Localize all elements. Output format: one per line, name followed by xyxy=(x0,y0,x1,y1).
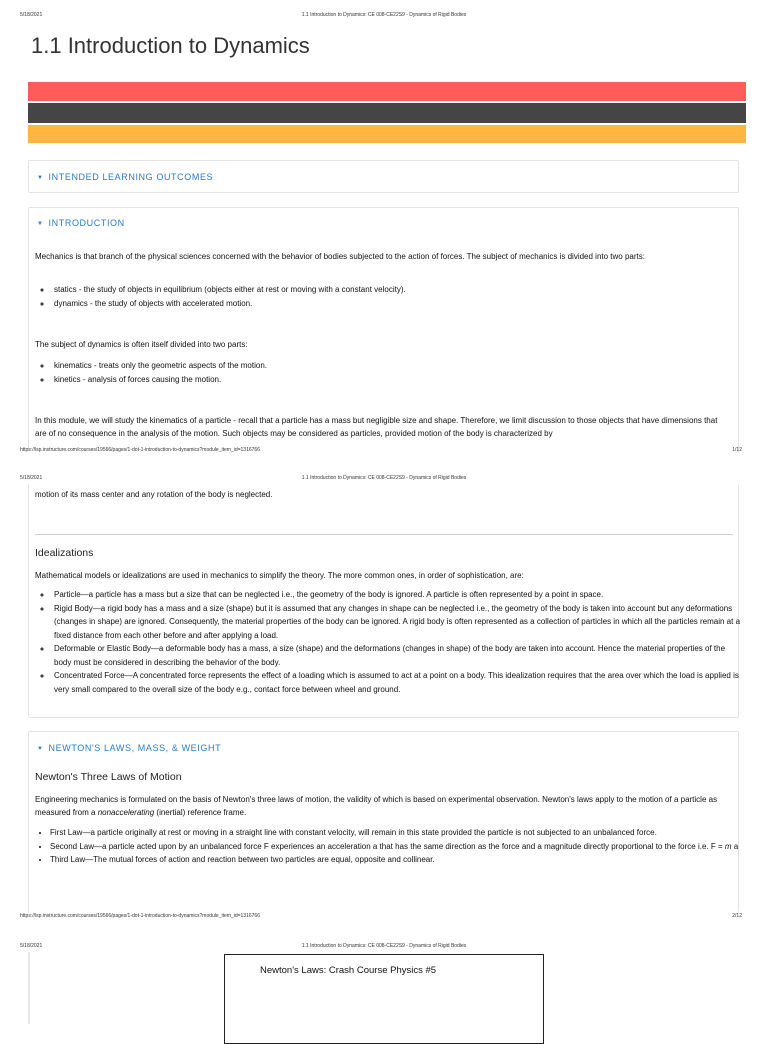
list-item: ◦ Rigid Body—a rigid body has a mass and a size (shape) but it is assumed that any changes in shape can be neglected i.e., the geometry of the body is taken into account but any deformations (changes in shape) are ignored. Consequently, the material properties of the body can be ignored. A rigid body is often represented as a collection of particles in which all the particles remain at a fixed distance from each other before and after applying a load. xyxy=(52,602,742,643)
banner-stripe-dark xyxy=(28,103,746,123)
video-embed[interactable] xyxy=(224,954,544,1044)
first-law: • First Law—a particle originally at rest or moving in a straight line with constant velocity, will remain in this state provided the particle is not subjected to an unbalanced force. xyxy=(50,826,740,840)
list-item: ◦ statics - the study of objects in equilibrium (objects either at rest or moving with a constant velocity). xyxy=(52,283,742,297)
print-date: 5/18/2021 xyxy=(20,475,43,481)
dynamics-parts-list xyxy=(38,359,742,386)
newton-laws-list xyxy=(36,826,740,867)
list-item: ◦ kinematics - treats only the geometric aspects of the motion. xyxy=(52,359,742,373)
idealizations-paragraph: Mathematical models or idealizations are used in mechanics to simplify the theory. The more common ones, in order of sophistication, are: xyxy=(35,571,524,580)
list-item: ◦ Particle—a particle has a mass but a size that can be neglected i.e., the geometry of the body is ignored. A particle is often represented by a point in space. xyxy=(52,588,742,602)
print-title: 1.1 Introduction to Dynamics: CE 008-CE22S9 - Dynamics of Rigid Bodies xyxy=(301,943,467,949)
newton-paragraph: Engineering mechanics is formulated on the basis of Newton's three laws of motion, the validity of which is based on experimental observation. Newton's laws apply to the motion of a particle as measured from a nonaccelerating (inertial) reference frame. xyxy=(35,795,718,817)
section-toggle-introduction[interactable] xyxy=(37,218,125,228)
list-item: ◦ dynamics - the study of objects with accelerated motion. xyxy=(52,297,742,311)
section-toggle-newtons-laws[interactable] xyxy=(37,743,221,753)
page-number: 2/12 xyxy=(732,913,742,919)
footer-url[interactable]: https://lsp.instructure.com/courses/19566/pages/1-dot-1-introduction-to-dynamics?module_item_id=1316766 xyxy=(20,447,260,453)
intro-continued: motion of its mass center and any rotation of the body is neglected. xyxy=(35,490,273,499)
section-title: INTENDED LEARNING OUTCOMES xyxy=(48,172,214,182)
intro-paragraph-3: In this module, we will study the kinematics of a particle - recall that a particle has a mass but negligible size and shape. Therefore, we limit discussion to those objects that have dimensions that are of no consequence in the analysis of the motion. Such objects may be considered as particles, provided motion of the body is characterized by xyxy=(35,416,718,438)
section-toggle-outcomes[interactable] xyxy=(37,172,213,182)
idealizations-list xyxy=(38,588,742,696)
list-item: ◦ Deformable or Elastic Body—a deformable body has a mass, a size (shape) and the deformations (changes in shape) of the body are taken into account. Hence the material properties of the body must be considered in describing the behavior of the body. xyxy=(52,642,742,669)
print-date: 5/18/2021 xyxy=(20,943,43,949)
second-law: • Second Law—a particle acted upon by an unbalanced force F experiences an acceleration a that has the same direction as the force and a magnitude directly proportional to the force i.e. F = m a xyxy=(50,840,740,854)
page-number: 1/12 xyxy=(732,447,742,453)
divider xyxy=(35,534,733,535)
banner-stripe-red xyxy=(28,82,746,101)
section-border xyxy=(28,952,30,1024)
intro-paragraph-1: Mechanics is that branch of the physical sciences concerned with the behavior of bodies subjected to the action of forces. The subject of mechanics is divided into two parts: xyxy=(35,252,645,261)
section-newtons-laws xyxy=(28,731,739,912)
caret-down-icon: ▼ xyxy=(37,175,44,181)
print-title: 1.1 Introduction to Dynamics: CE 008-CE22S9 - Dynamics of Rigid Bodies xyxy=(301,475,467,481)
video-title[interactable]: Newton's Laws: Crash Course Physics #5 xyxy=(260,965,437,976)
banner-stripe-orange xyxy=(28,125,746,143)
list-item: ◦ Concentrated Force—A concentrated force represents the effect of a loading which is assumed to act at a point on a body. This idealization requires that the area over which the load is applied is very small compared to the overall size of the body e.g., contact force between wheel and ground. xyxy=(52,669,742,696)
section-title: INTRODUCTION xyxy=(48,218,125,228)
section-outcomes[interactable] xyxy=(28,160,739,193)
caret-down-icon: ▼ xyxy=(37,221,44,227)
mechanics-parts-list xyxy=(38,283,742,310)
idealizations-heading: Idealizations xyxy=(35,547,94,559)
print-title: 1.1 Introduction to Dynamics: CE 008-CE22S9 - Dynamics of Rigid Bodies xyxy=(301,12,467,18)
section-title: NEWTON'S LAWS, MASS, & WEIGHT xyxy=(48,743,222,753)
intro-paragraph-2: The subject of dynamics is often itself divided into two parts: xyxy=(35,340,248,349)
print-date: 5/18/2021 xyxy=(20,12,43,18)
page-title: 1.1 Introduction to Dynamics xyxy=(31,33,310,58)
third-law: • Third Law—The mutual forces of action and reaction between two particles are equal, opposite and collinear. xyxy=(50,853,740,867)
footer-url[interactable]: https://lsp.instructure.com/courses/19566/pages/1-dot-1-introduction-to-dynamics?module_item_id=1316766 xyxy=(20,913,260,919)
list-item: ◦ kinetics - analysis of forces causing the motion. xyxy=(52,373,742,387)
caret-down-icon: ▼ xyxy=(37,746,44,752)
newton-laws-subheading: Newton's Three Laws of Motion xyxy=(35,771,182,783)
